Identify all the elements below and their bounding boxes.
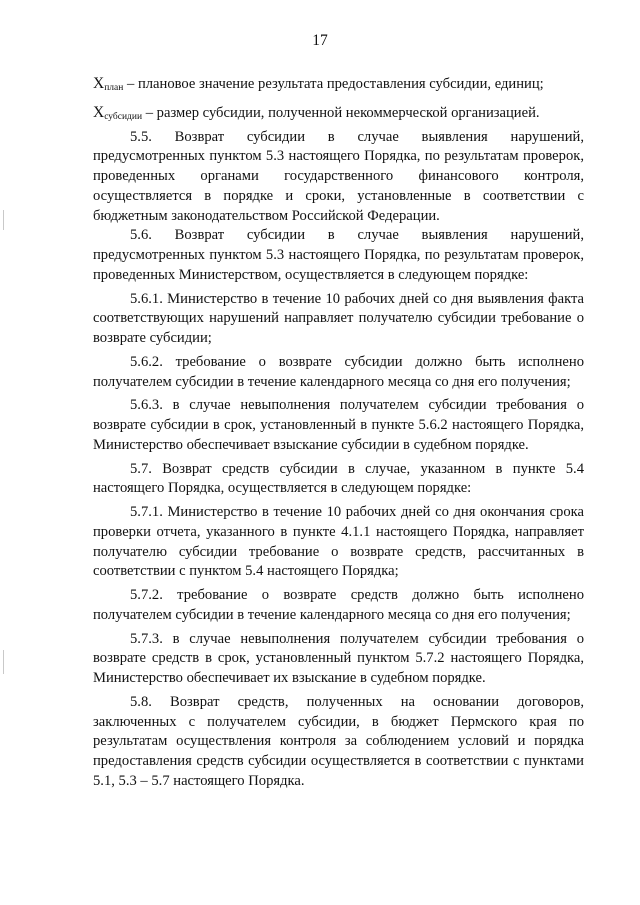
scan-edge-mark xyxy=(3,650,4,674)
paragraph-5-7-2: 5.7.2. требование о возврате средств должно быть исполнено получателем субсидии в течение календарного месяца со дня его получения; xyxy=(93,587,584,623)
paragraph-5-6-2: 5.6.2. требование о возврате субсидии должно быть исполнено получателем субсидии в течение календарного месяца со дня его получения; xyxy=(93,353,584,390)
paragraph-5-6: 5.6. Возврат субсидии в случае выявления нарушений, предусмотренных пунктом 5.3 настоящего Порядка, по результатам проверок, проведенных Министерством, осуществляется в следующем порядке: xyxy=(93,227,584,283)
document-body xyxy=(93,70,584,792)
paragraph-5-7-3: 5.7.3. в случае невыполнения получателем субсидии требования о возврате средств в срок, установленный пунктом 5.7.2 настоящего Порядка, Министерство обеспечивает их взыскание в судебном порядке. xyxy=(93,630,584,686)
paragraph-5-6-3: 5.6.3. в случае невыполнения получателем субсидии требования о возврате субсидии в срок, установленный в пункте 5.6.2 настоящего Порядка, Министерство обеспечивает взыскание субсидии в судебном порядке. xyxy=(93,397,584,453)
paragraph-5-5: 5.5. Возврат субсидии в случае выявления нарушений, предусмотренных пунктом 5.3 настоящего Порядка, по результатам проверок, проведенных органами государственного финансового контроля, осуществляется в порядке и сроки, установленные в соответствии с бюджетным законодательством Российской Федерации. xyxy=(93,128,584,224)
paragraph-5-7-1: 5.7.1. Министерство в течение 10 рабочих дней со дня окончания срока проверки отчета, указанного в пункте 4.1.1 настоящего Порядка, направляет получателю субсидии требование о возврате средств, рассчитанных в соответствии с пунктом 5.4 настоящего Порядка; xyxy=(93,504,584,580)
definition-x-subsidy xyxy=(93,103,584,128)
scan-edge-mark xyxy=(3,210,4,230)
page-number: 17 xyxy=(312,32,328,49)
definition-text: – плановое значение результата предоставления субсидии, единиц; xyxy=(127,76,544,92)
variable-subscript: план xyxy=(104,83,124,93)
paragraph-5-8: 5.8. Возврат средств, полученных на основании договоров, заключенных с получателем субсидии, в бюджет Пермского края по результатам осуществления контроля за соблюдением условий и порядка предоставления средств субсидии осуществляется в соответствии с пунктами 5.1, 5.3 – 5.7 настоящего Порядка. xyxy=(93,693,584,789)
definition-x-plan xyxy=(93,74,584,99)
definition-text: – размер субсидии, полученной некоммерческой организацией. xyxy=(145,104,540,121)
paragraph-5-7: 5.7. Возврат средств субсидии в случае, указанном в пункте 5.4 настоящего Порядка, осуществляется в следующем порядке: xyxy=(93,460,584,497)
paragraph-5-6-1: 5.6.1. Министерство в течение 10 рабочих дней со дня выявления факта соответствующих нарушений направляет получателю субсидии требование о возврате субсидии; xyxy=(93,290,584,346)
variable-symbol: X xyxy=(93,75,105,92)
variable-symbol: X xyxy=(93,103,105,121)
variable-subscript: субсидии xyxy=(104,111,143,122)
